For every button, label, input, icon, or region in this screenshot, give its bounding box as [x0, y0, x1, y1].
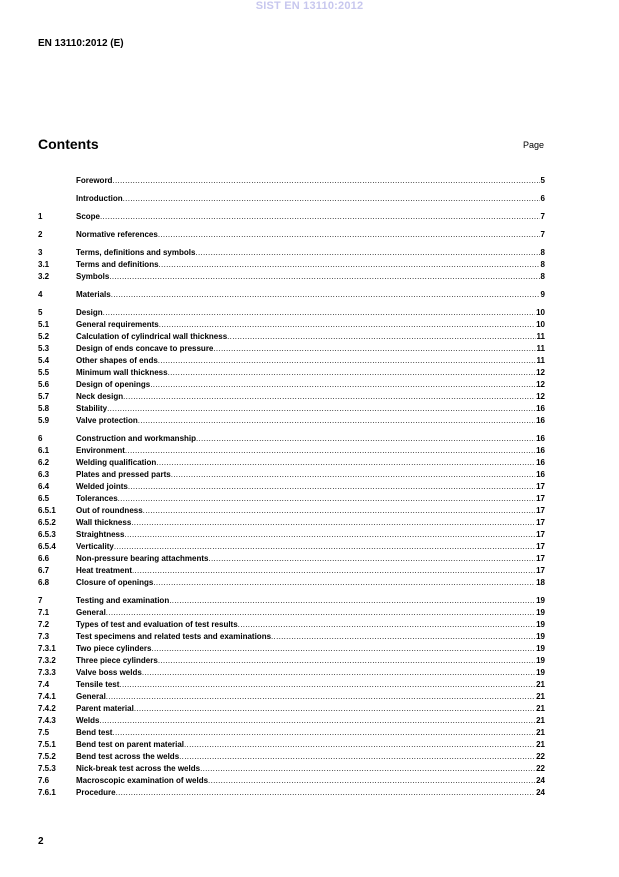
toc-entry[interactable] [38, 607, 545, 619]
toc-entry-number: 5.7 [38, 392, 50, 401]
toc-leader-dots [118, 493, 535, 505]
toc-entry-page: 12 [536, 392, 545, 401]
toc-entry-number: 7.4 [38, 680, 50, 689]
toc-leader-dots [158, 229, 540, 241]
toc-leader-dots [208, 775, 535, 787]
toc-entry[interactable] [38, 247, 545, 259]
toc-entry-label[interactable]: Testing and examination [76, 596, 170, 605]
toc-entry-number: 3.1 [38, 260, 50, 269]
toc-leader-dots [156, 457, 535, 469]
toc-leader-dots [124, 529, 535, 541]
toc-entry-label[interactable]: Other shapes of ends [76, 356, 158, 365]
toc-entry-number: 4 [38, 290, 43, 299]
toc-entry-label[interactable]: Out of roundness [76, 506, 143, 515]
toc-leader-dots [184, 739, 535, 751]
toc-entry-page: 12 [536, 380, 545, 389]
toc-leader-dots [114, 541, 535, 553]
toc-entry-label[interactable]: Tensile test [76, 680, 120, 689]
toc-entry-label[interactable]: Closure of openings [76, 578, 154, 587]
contents-title: Contents [38, 136, 99, 152]
toc-entry-label[interactable]: Tolerances [76, 494, 118, 503]
toc-entry-number: 6.5 [38, 494, 50, 503]
toc-entry-page: 21 [536, 704, 545, 713]
toc-entry-page: 8 [540, 272, 545, 281]
toc-entry[interactable] [38, 175, 545, 187]
document-header: EN 13110:2012 (E) [38, 38, 124, 49]
toc-entry-label[interactable]: Normative references [76, 230, 158, 239]
toc-entry-label[interactable]: General requirements [76, 320, 159, 329]
toc-leader-dots [168, 367, 536, 379]
toc-entry-label[interactable]: Environment [76, 446, 125, 455]
toc-entry-page: 7 [540, 212, 545, 221]
toc-entry-label[interactable]: Introduction [76, 194, 123, 203]
toc-entry-page: 7 [540, 230, 545, 239]
toc-entry[interactable] [38, 577, 545, 589]
toc-entry-page: 24 [536, 788, 545, 797]
toc-entry-label[interactable]: Minimum wall thickness [76, 368, 168, 377]
toc-entry-label[interactable]: Calculation of cylindrical wall thickness [76, 332, 228, 341]
toc-entry-label[interactable]: Design of ends concave to pressure [76, 344, 214, 353]
toc-entry-number: 5 [38, 308, 43, 317]
toc-entry-page: 19 [536, 608, 545, 617]
toc-entry-number: 6.5.2 [38, 518, 56, 527]
toc-leader-dots [271, 631, 535, 643]
toc-entry[interactable] [38, 643, 545, 655]
toc-entry[interactable] [38, 319, 545, 331]
toc-entry[interactable] [38, 763, 545, 775]
toc-leader-dots [213, 343, 535, 355]
toc-entry-label[interactable]: Welds [76, 716, 100, 725]
toc-entry-label[interactable]: Valve boss welds [76, 668, 142, 677]
toc-entry-label[interactable]: Macroscopic examination of welds [76, 776, 209, 785]
toc-leader-dots [112, 175, 539, 187]
toc-entry[interactable] [38, 727, 545, 739]
toc-entry-label[interactable]: Bend test across the welds [76, 752, 180, 761]
toc-leader-dots [158, 355, 536, 367]
toc-entry-page: 16 [536, 416, 545, 425]
toc-entry[interactable] [38, 289, 545, 301]
toc-leader-dots [159, 319, 535, 331]
toc-entry-number: 6.8 [38, 578, 50, 587]
toc-entry-label[interactable]: Construction and workmanship [76, 434, 197, 443]
toc-entry-number: 6.1 [38, 446, 50, 455]
toc-entry-number: 5.1 [38, 320, 50, 329]
toc-entry-number: 7.2 [38, 620, 50, 629]
toc-entry-page: 22 [536, 752, 545, 761]
toc-entry-label[interactable]: Welded joints [76, 482, 128, 491]
toc-entry-page: 17 [536, 542, 545, 551]
toc-entry-page: 18 [536, 578, 545, 587]
toc-entry-label[interactable]: General [76, 692, 106, 701]
toc-entry-label[interactable]: Heat treatment [76, 566, 133, 575]
toc-entry[interactable] [38, 331, 545, 343]
toc-entry-number: 6.5.4 [38, 542, 56, 551]
toc-entry-label[interactable]: Plates and pressed parts [76, 470, 171, 479]
toc-entry-number: 7.5.2 [38, 752, 56, 761]
toc-leader-dots [123, 391, 535, 403]
toc-entry-number: 7.5 [38, 728, 50, 737]
toc-entry[interactable] [38, 517, 545, 529]
toc-entry-label[interactable]: Types of test and evaluation of test results [76, 620, 238, 629]
toc-entry-page: 17 [536, 506, 545, 515]
toc-entry-page: 17 [536, 554, 545, 563]
toc-entry-number: 6.5.1 [38, 506, 56, 515]
toc-entry-page: 16 [536, 470, 545, 479]
toc-entry[interactable] [38, 271, 545, 283]
toc-entry[interactable] [38, 541, 545, 553]
toc-entry-page: 10 [536, 308, 545, 317]
toc-entry[interactable] [38, 391, 545, 403]
toc-entry-number: 7.4.1 [38, 692, 56, 701]
toc-leader-dots [109, 271, 539, 283]
toc-entry-number: 5.5 [38, 368, 50, 377]
toc-entry-label[interactable]: Terms and definitions [76, 260, 159, 269]
toc-leader-dots [106, 607, 535, 619]
toc-entry[interactable] [38, 193, 545, 205]
toc-entry[interactable] [38, 481, 545, 493]
table-of-contents [38, 175, 545, 799]
toc-entry[interactable] [38, 775, 545, 787]
toc-entry-page: 8 [540, 248, 545, 257]
toc-entry[interactable] [38, 565, 545, 577]
toc-entry-page: 16 [536, 404, 545, 413]
toc-leader-dots [128, 481, 535, 493]
toc-entry-label[interactable]: Symbols [76, 272, 110, 281]
toc-entry-page: 16 [536, 458, 545, 467]
toc-entry[interactable] [38, 433, 545, 445]
toc-entry-page: 21 [536, 692, 545, 701]
toc-entry[interactable] [38, 655, 545, 667]
toc-leader-dots [200, 763, 535, 775]
toc-entry[interactable] [38, 631, 545, 643]
toc-entry-number: 7.6 [38, 776, 50, 785]
toc-entry[interactable] [38, 403, 545, 415]
toc-entry-page: 21 [536, 716, 545, 725]
toc-entry-page: 17 [536, 566, 545, 575]
toc-entry-number: 3.2 [38, 272, 50, 281]
toc-entry-number: 2 [38, 230, 43, 239]
toc-entry-page: 8 [540, 260, 545, 269]
page-number: 2 [38, 836, 44, 847]
toc-entry-number: 7 [38, 596, 43, 605]
toc-leader-dots [123, 193, 540, 205]
toc-entry[interactable] [38, 379, 545, 391]
toc-leader-dots [227, 331, 535, 343]
toc-entry-number: 6 [38, 434, 43, 443]
toc-entry-label[interactable]: Design of openings [76, 380, 151, 389]
toc-leader-dots [138, 415, 535, 427]
toc-leader-dots [112, 727, 535, 739]
toc-entry-page: 17 [536, 482, 545, 491]
toc-entry-page: 11 [536, 332, 545, 341]
toc-entry-number: 7.3 [38, 632, 50, 641]
toc-leader-dots [159, 259, 540, 271]
toc-entry[interactable] [38, 553, 545, 565]
toc-entry-label[interactable]: Bend test [76, 728, 113, 737]
toc-entry-page: 10 [536, 320, 545, 329]
toc-entry-label[interactable]: Non-pressure bearing attachments [76, 554, 209, 563]
toc-entry-page: 19 [536, 620, 545, 629]
toc-entry-number: 7.4.3 [38, 716, 56, 725]
toc-entry[interactable] [38, 739, 545, 751]
toc-entry-page: 17 [536, 518, 545, 527]
toc-entry[interactable] [38, 469, 545, 481]
toc-entry-page: 21 [536, 728, 545, 737]
toc-leader-dots [238, 619, 535, 631]
toc-entry-number: 7.3.2 [38, 656, 56, 665]
toc-entry-label[interactable]: Welding qualification [76, 458, 157, 467]
toc-entry-number: 7.3.3 [38, 668, 56, 677]
toc-leader-dots [150, 379, 535, 391]
toc-entry-page: 11 [536, 344, 545, 353]
toc-entry-number: 5.2 [38, 332, 50, 341]
toc-entry[interactable] [38, 715, 545, 727]
toc-entry-label[interactable]: Test specimens and related tests and examinations [76, 632, 272, 641]
watermark: SIST EN 13110:2012 [255, 0, 364, 12]
toc-entry-page: 5 [540, 176, 545, 185]
toc-leader-dots [132, 565, 535, 577]
toc-entry-number: 7.6.1 [38, 788, 56, 797]
toc-entry[interactable] [38, 619, 545, 631]
toc-leader-dots [158, 655, 535, 667]
toc-leader-dots [111, 289, 540, 301]
toc-entry-label[interactable]: Bend test on parent material [76, 740, 185, 749]
toc-entry-number: 6.7 [38, 566, 50, 575]
toc-entry-label[interactable]: Two piece cylinders [76, 644, 152, 653]
toc-entry-number: 6.2 [38, 458, 50, 467]
toc-entry-label[interactable]: Straightness [76, 530, 125, 539]
toc-entry-page: 21 [536, 740, 545, 749]
toc-entry-label[interactable]: Neck design [76, 392, 124, 401]
toc-entry-page: 6 [540, 194, 545, 203]
toc-leader-dots [99, 715, 535, 727]
toc-leader-dots [106, 691, 535, 703]
toc-entry-label[interactable]: Procedure [76, 788, 116, 797]
toc-entry-label[interactable]: Stability [76, 404, 108, 413]
toc-entry[interactable] [38, 751, 545, 763]
toc-entry[interactable] [38, 679, 545, 691]
toc-entry-page: 22 [536, 764, 545, 773]
toc-entry-number: 6.5.3 [38, 530, 56, 539]
toc-leader-dots [196, 433, 535, 445]
toc-entry-page: 19 [536, 644, 545, 653]
toc-entry-number: 7.4.2 [38, 704, 56, 713]
toc-entry[interactable] [38, 691, 545, 703]
toc-entry-page: 19 [536, 596, 545, 605]
toc-leader-dots [143, 505, 535, 517]
toc-entry[interactable] [38, 457, 545, 469]
toc-entry-label[interactable]: Foreword [76, 176, 113, 185]
page-column-label: Page [522, 140, 544, 150]
toc-leader-dots [134, 703, 535, 715]
toc-entry[interactable] [38, 595, 545, 607]
toc-leader-dots [142, 667, 535, 679]
toc-entry-number: 7.5.1 [38, 740, 56, 749]
toc-entry-label[interactable]: General [76, 608, 106, 617]
toc-entry-number: 6.4 [38, 482, 50, 491]
toc-entry[interactable] [38, 505, 545, 517]
toc-entry-label[interactable]: Nick-break test across the welds [76, 764, 201, 773]
toc-entry-number: 6.3 [38, 470, 50, 479]
toc-leader-dots [125, 445, 535, 457]
toc-entry[interactable] [38, 307, 545, 319]
toc-leader-dots [131, 517, 535, 529]
toc-entry-number: 1 [38, 212, 43, 221]
toc-entry[interactable] [38, 355, 545, 367]
toc-entry-page: 16 [536, 434, 545, 443]
toc-leader-dots [179, 751, 535, 763]
toc-entry-label[interactable]: Three piece cylinders [76, 656, 158, 665]
toc-entry[interactable] [38, 229, 545, 241]
toc-entry-label[interactable]: Wall thickness [76, 518, 132, 527]
toc-leader-dots [103, 307, 535, 319]
toc-leader-dots [171, 469, 535, 481]
toc-entry-page: 9 [540, 290, 545, 299]
toc-entry-label[interactable]: Valve protection [76, 416, 138, 425]
toc-entry-page: 19 [536, 656, 545, 665]
toc-entry[interactable] [38, 529, 545, 541]
toc-entry[interactable] [38, 703, 545, 715]
toc-entry[interactable] [38, 211, 545, 223]
toc-entry-number: 5.3 [38, 344, 50, 353]
toc-entry[interactable] [38, 343, 545, 355]
toc-entry-page: 19 [536, 632, 545, 641]
toc-entry-label[interactable]: Verticality [76, 542, 114, 551]
toc-entry-number: 7.3.1 [38, 644, 56, 653]
toc-entry[interactable] [38, 667, 545, 679]
toc-entry[interactable] [38, 445, 545, 457]
toc-leader-dots [116, 787, 536, 799]
toc-entry-page: 12 [536, 368, 545, 377]
toc-entry-page: 16 [536, 446, 545, 455]
toc-leader-dots [195, 247, 539, 259]
toc-entry-number: 3 [38, 248, 43, 257]
toc-entry[interactable] [38, 787, 545, 799]
toc-entry-label[interactable]: Design [76, 308, 103, 317]
toc-entry[interactable] [38, 367, 545, 379]
toc-leader-dots [153, 577, 535, 589]
toc-entry-page: 24 [536, 776, 545, 785]
toc-entry-page: 17 [536, 494, 545, 503]
toc-entry-number: 6.6 [38, 554, 50, 563]
toc-entry-label[interactable]: Parent material [76, 704, 134, 713]
toc-entry[interactable] [38, 493, 545, 505]
toc-entry-page: 21 [536, 680, 545, 689]
toc-entry[interactable] [38, 259, 545, 271]
toc-entry[interactable] [38, 415, 545, 427]
toc-leader-dots [119, 679, 535, 691]
toc-leader-dots [100, 211, 540, 223]
toc-leader-dots [107, 403, 535, 415]
toc-entry-label[interactable]: Materials [76, 290, 111, 299]
toc-entry-page: 19 [536, 668, 545, 677]
toc-entry-number: 5.6 [38, 380, 50, 389]
toc-leader-dots [208, 553, 535, 565]
toc-entry-number: 5.9 [38, 416, 50, 425]
toc-leader-dots [169, 595, 535, 607]
toc-entry-number: 7.1 [38, 608, 50, 617]
toc-entry-number: 5.4 [38, 356, 50, 365]
toc-entry-page: 11 [536, 356, 545, 365]
toc-entry-page: 17 [536, 530, 545, 539]
toc-leader-dots [151, 643, 535, 655]
toc-entry-label[interactable]: Terms, definitions and symbols [76, 248, 196, 257]
toc-entry-label[interactable]: Scope [76, 212, 101, 221]
toc-entry-number: 7.5.3 [38, 764, 56, 773]
toc-entry-number: 5.8 [38, 404, 50, 413]
